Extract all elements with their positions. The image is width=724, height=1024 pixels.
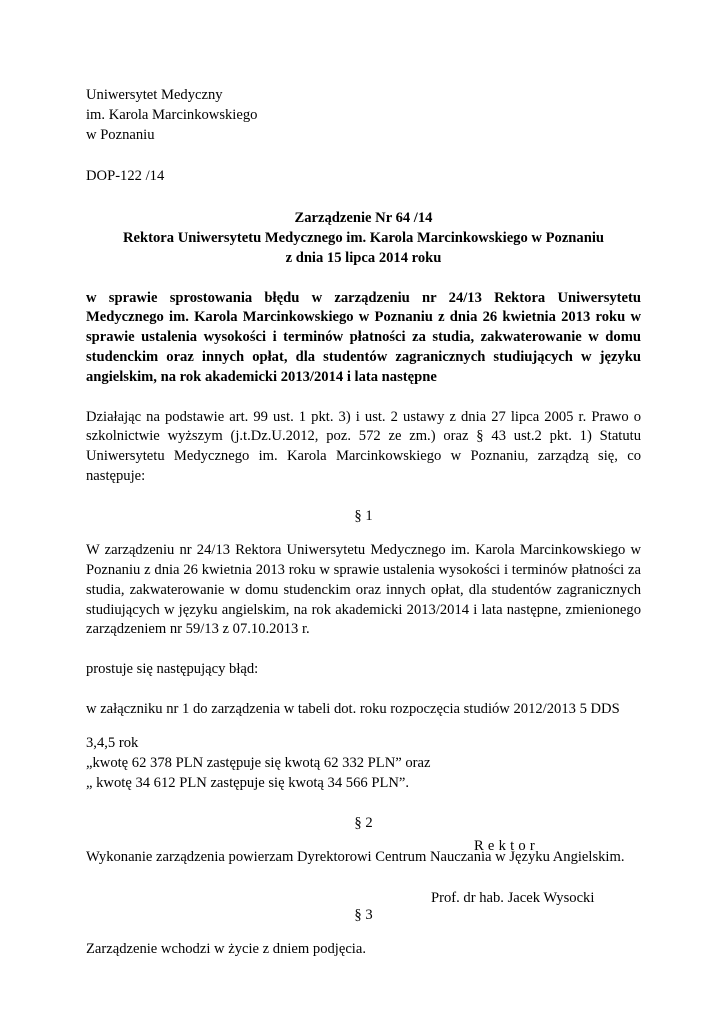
institution-line-2: im. Karola Marcinkowskiego	[86, 106, 258, 123]
correction-line-4: „ kwotę 34 612 PLN zastępuje się kwotą 34 566 PLN”.	[86, 774, 410, 791]
correction-intro: prostuje się następujący błąd:	[86, 661, 259, 678]
institution-header	[86, 86, 641, 145]
institution-line-1: Uniwersytet Medyczny	[86, 87, 223, 103]
correction-line-1: w załączniku nr 1 do zarządzenia w tabeli dot. roku rozpoczęcia studiów 2012/2013 5 DDS	[86, 700, 620, 717]
reference-number: DOP-122 /14	[86, 168, 165, 185]
document-body	[86, 86, 641, 960]
document-title	[86, 209, 641, 268]
section-1	[86, 507, 641, 794]
title-line-2: Rektora Uniwersytetu Medycznego im. Karola Marcinkowskiego w Poznaniu	[122, 229, 604, 246]
correction-line-3: „kwotę 62 378 PLN zastępuje się kwotą 62 332 PLN” oraz	[86, 755, 431, 772]
signatory-role: Rektor	[474, 837, 539, 854]
signatory-name: Prof. dr hab. Jacek Wysocki	[431, 889, 595, 906]
title-line-1: Zarządzenie Nr 64 /14	[294, 210, 433, 227]
document-subject: w sprawie sprostowania błędu w zarządzeniu nr 24/13 Rektora Uniwersytetu Medycznego im. Karola Marcinkowskiego w Poznaniu z dnia 26 kwietnia 2013 roku w sprawie ustalenia wysokości i terminów płatności za studia, zakwaterowanie w domu studenckim oraz innych opłat, dla studentów zagranicznych studiujących w języku angielskim, na rok akademicki 2013/2014 i lata następne	[86, 289, 641, 385]
section-2-mark: § 2	[354, 814, 373, 831]
section-3	[86, 906, 641, 960]
preamble-paragraph: Działając na podstawie art. 99 ust. 1 pkt. 3) i ust. 2 ustawy z dnia 27 lipca 2005 r. Prawo o szkolnictwie wyższym (j.t.Dz.U.2012, poz. 572 ze zm.) oraz § 43 ust.2 pkt. 1) Statutu Uniwersytetu Medycznego im. Karola Marcinkowskiego w Poznaniu, zarządzą się, co następuje:	[86, 408, 641, 484]
institution-line-3: w Poznaniu	[86, 126, 155, 143]
correction-line-2: 3,4,5 rok	[86, 735, 139, 752]
title-line-3: z dnia 15 lipca 2014 roku	[285, 249, 442, 266]
section-3-mark: § 3	[354, 906, 373, 923]
section-2-text: Wykonanie zarządzenia powierzam Dyrektorowi Centrum Nauczania w Języku Angielskim.	[86, 849, 625, 866]
section-1-text: W zarządzeniu nr 24/13 Rektora Uniwersytetu Medycznego im. Karola Marcinkowskiego w Poznaniu z dnia 26 kwietnia 2013 roku w sprawie ustalenia wysokości i terminów płatności za studia, zakwaterowanie w domu studenckim oraz innych opłat, dla studentów zagranicznych studiujących w języku angielskim, na rok akademicki 2013/2014 i lata następne, zmienionego zarządzeniem nr 59/13 z 07.10.2013 r.	[86, 542, 641, 638]
section-3-text: Zarządzenie wchodzi w życie z dniem podjęcia.	[86, 941, 366, 958]
section-2	[86, 814, 641, 868]
section-1-mark: § 1	[354, 507, 373, 524]
